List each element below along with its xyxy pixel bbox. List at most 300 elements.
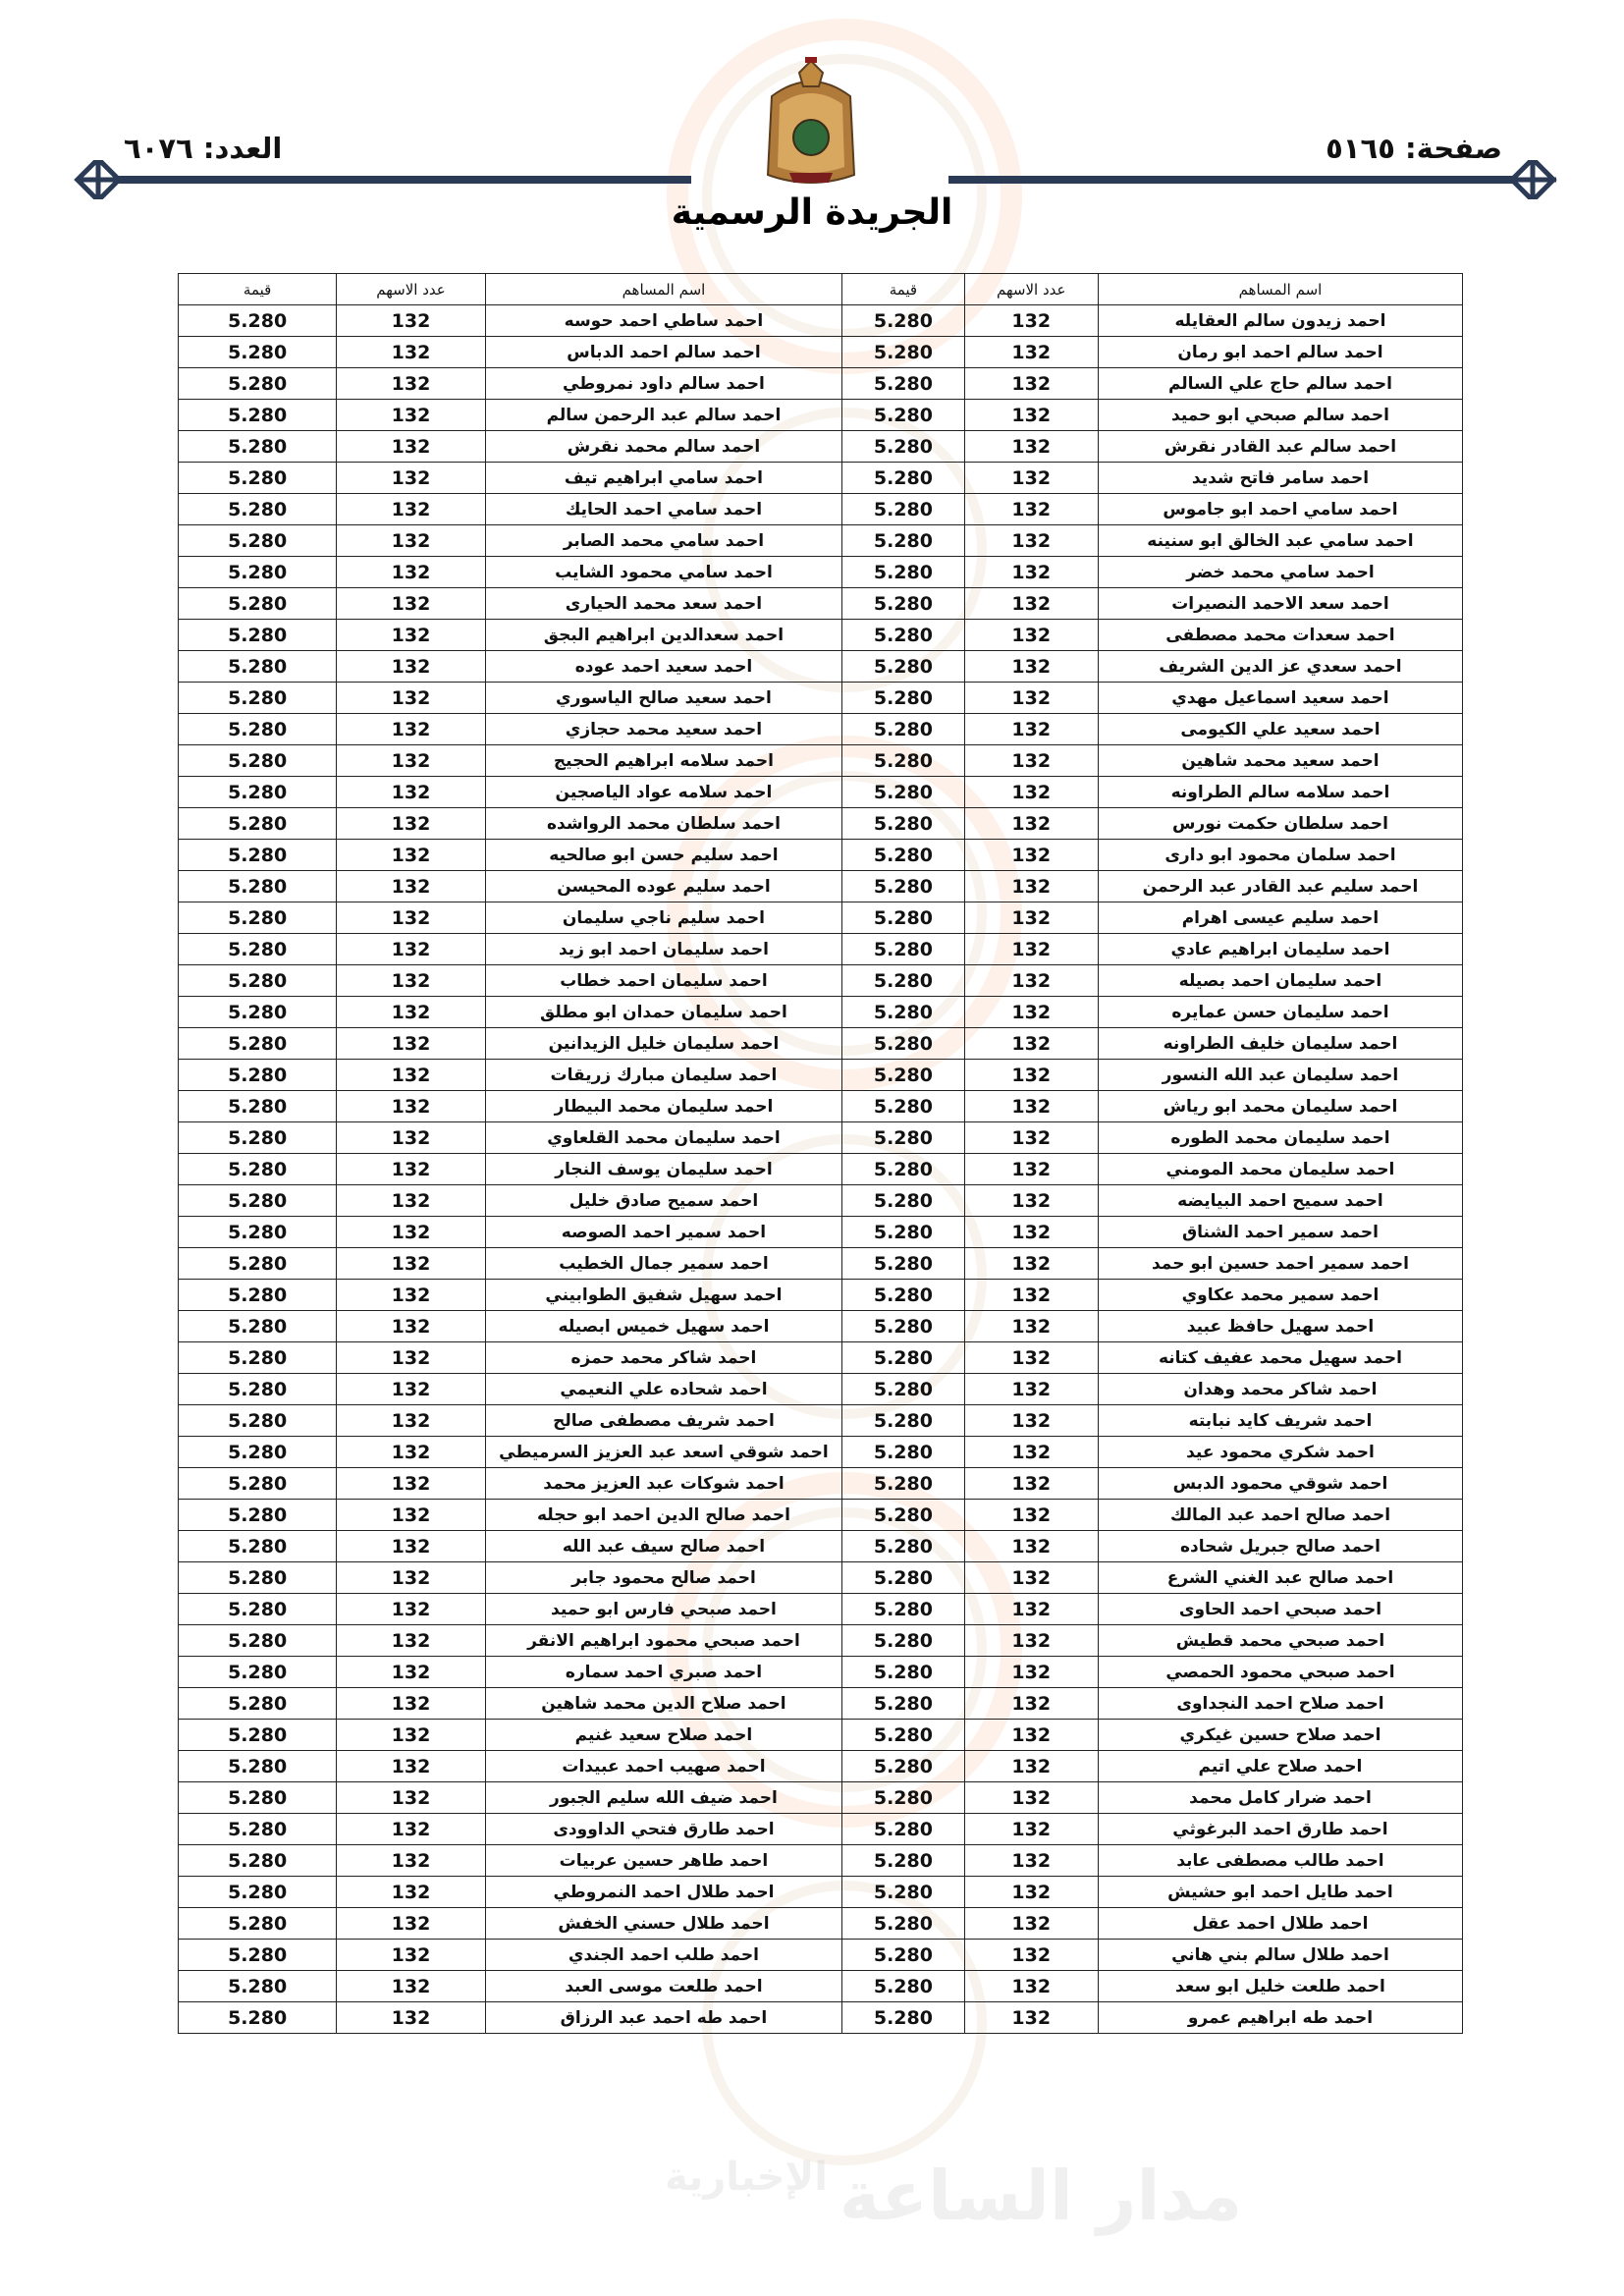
shareholder-name-cell: احمد سالم داود نمروطي bbox=[485, 368, 842, 400]
shares-count-cell: 132 bbox=[964, 714, 1098, 745]
shareholder-name-cell: احمد سمير احمد الصوصه bbox=[485, 1217, 842, 1248]
share-value-cell: 5.280 bbox=[842, 463, 964, 494]
share-value-cell: 5.280 bbox=[842, 683, 964, 714]
shareholder-name-cell: احمد سالم عبد الرحمن سالم bbox=[485, 400, 842, 431]
share-value-cell: 5.280 bbox=[179, 431, 337, 463]
share-value-cell: 5.280 bbox=[179, 1908, 337, 1940]
shares-count-cell: 132 bbox=[964, 1877, 1098, 1908]
share-value-cell: 5.280 bbox=[842, 745, 964, 777]
shareholder-name-cell: احمد صالح الدين احمد ابو حجله bbox=[485, 1500, 842, 1531]
share-value-cell: 5.280 bbox=[179, 1845, 337, 1877]
shareholder-name-cell: احمد سليمان محمد ابو رياش bbox=[1098, 1091, 1462, 1122]
shares-count-cell: 132 bbox=[964, 1814, 1098, 1845]
shareholder-name-cell: احمد صلاح احمد النجداوى bbox=[1098, 1688, 1462, 1720]
share-value-cell: 5.280 bbox=[842, 1217, 964, 1248]
share-value-cell: 5.280 bbox=[842, 714, 964, 745]
shares-count-cell: 132 bbox=[337, 557, 485, 588]
table-row bbox=[179, 777, 1463, 808]
shareholder-name-cell: احمد ضرار كامل محمد bbox=[1098, 1782, 1462, 1814]
share-value-cell: 5.280 bbox=[842, 620, 964, 651]
shareholder-name-cell: احمد صلاح سعيد غنيم bbox=[485, 1720, 842, 1751]
shareholder-name-cell: احمد سليمان محمد القلعاوي bbox=[485, 1122, 842, 1154]
share-value-cell: 5.280 bbox=[842, 1280, 964, 1311]
share-value-cell: 5.280 bbox=[179, 1091, 337, 1122]
shares-count-cell: 132 bbox=[337, 620, 485, 651]
table-row bbox=[179, 745, 1463, 777]
shares-count-cell: 132 bbox=[964, 1060, 1098, 1091]
table-row bbox=[179, 871, 1463, 902]
table-header-row bbox=[179, 274, 1463, 305]
share-value-cell: 5.280 bbox=[842, 1374, 964, 1405]
shares-count-cell: 132 bbox=[337, 1217, 485, 1248]
share-value-cell: 5.280 bbox=[179, 1971, 337, 2002]
share-value-cell: 5.280 bbox=[179, 1751, 337, 1782]
shares-count-cell: 132 bbox=[337, 1437, 485, 1468]
shareholder-name-cell: احمد شوقي اسعد عبد العزيز السرميطي bbox=[485, 1437, 842, 1468]
table-row bbox=[179, 1280, 1463, 1311]
shares-count-cell: 132 bbox=[337, 965, 485, 997]
shares-count-cell: 132 bbox=[337, 1720, 485, 1751]
share-value-cell: 5.280 bbox=[179, 1688, 337, 1720]
share-value-cell: 5.280 bbox=[179, 934, 337, 965]
shareholder-name-cell: احمد سليم عيسى اهرام bbox=[1098, 902, 1462, 934]
share-value-cell: 5.280 bbox=[842, 1908, 964, 1940]
table-row bbox=[179, 305, 1463, 337]
share-value-cell: 5.280 bbox=[842, 368, 964, 400]
shareholder-name-cell: احمد شحاده علي النعيمي bbox=[485, 1374, 842, 1405]
shares-count-cell: 132 bbox=[337, 588, 485, 620]
shareholder-name-cell: احمد سالم صبحي ابو حميد bbox=[1098, 400, 1462, 431]
share-value-cell: 5.280 bbox=[842, 1845, 964, 1877]
table-row bbox=[179, 1374, 1463, 1405]
shareholder-name-cell: احمد سميح صادق خليل bbox=[485, 1185, 842, 1217]
share-value-cell: 5.280 bbox=[842, 1814, 964, 1845]
share-value-cell: 5.280 bbox=[842, 1468, 964, 1500]
share-value-cell: 5.280 bbox=[842, 1688, 964, 1720]
share-value-cell: 5.280 bbox=[842, 1437, 964, 1468]
share-value-cell: 5.280 bbox=[179, 1940, 337, 1971]
share-value-cell: 5.280 bbox=[842, 1971, 964, 2002]
share-value-cell: 5.280 bbox=[179, 1060, 337, 1091]
shareholder-name-cell: احمد صبري احمد سماره bbox=[485, 1657, 842, 1688]
header-name-right: اسم المساهم bbox=[1098, 274, 1462, 305]
share-value-cell: 5.280 bbox=[179, 965, 337, 997]
shareholder-name-cell: احمد سليمان يوسف النجار bbox=[485, 1154, 842, 1185]
shares-count-cell: 132 bbox=[337, 1280, 485, 1311]
shares-count-cell: 132 bbox=[337, 1814, 485, 1845]
share-value-cell: 5.280 bbox=[842, 431, 964, 463]
table-row bbox=[179, 1751, 1463, 1782]
shareholder-name-cell: احمد صبحي محمود الحمصي bbox=[1098, 1657, 1462, 1688]
share-value-cell: 5.280 bbox=[179, 620, 337, 651]
shares-count-cell: 132 bbox=[964, 683, 1098, 714]
shares-count-cell: 132 bbox=[964, 902, 1098, 934]
share-value-cell: 5.280 bbox=[842, 1782, 964, 1814]
shareholder-name-cell: احمد سلامه عواد الياصجين bbox=[485, 777, 842, 808]
shares-count-cell: 132 bbox=[964, 431, 1098, 463]
share-value-cell: 5.280 bbox=[179, 1342, 337, 1374]
shareholder-name-cell: احمد سليمان حسن عمايره bbox=[1098, 997, 1462, 1028]
shares-count-cell: 132 bbox=[964, 997, 1098, 1028]
shareholder-name-cell: احمد سهيل شفيق الطوابيني bbox=[485, 1280, 842, 1311]
shareholder-name-cell: احمد شوقي محمود الدبس bbox=[1098, 1468, 1462, 1500]
share-value-cell: 5.280 bbox=[842, 934, 964, 965]
share-value-cell: 5.280 bbox=[842, 1657, 964, 1688]
shareholder-name-cell: احمد صبحي فارس ابو حميد bbox=[485, 1594, 842, 1625]
shares-count-cell: 132 bbox=[964, 588, 1098, 620]
share-value-cell: 5.280 bbox=[842, 1060, 964, 1091]
shareholders-table bbox=[178, 273, 1463, 2034]
watermark-text: مدار الساعة bbox=[839, 2156, 1243, 2236]
share-value-cell: 5.280 bbox=[842, 1625, 964, 1657]
shareholder-name-cell: احمد زيدون سالم العقايله bbox=[1098, 305, 1462, 337]
shareholder-name-cell: احمد ضيف الله سليم الجبور bbox=[485, 1782, 842, 1814]
share-value-cell: 5.280 bbox=[179, 494, 337, 525]
share-value-cell: 5.280 bbox=[179, 337, 337, 368]
shares-count-cell: 132 bbox=[964, 1720, 1098, 1751]
share-value-cell: 5.280 bbox=[842, 1751, 964, 1782]
shares-count-cell: 132 bbox=[964, 745, 1098, 777]
shares-count-cell: 132 bbox=[964, 1657, 1098, 1688]
share-value-cell: 5.280 bbox=[842, 871, 964, 902]
shareholder-name-cell: احمد سامي عبد الخالق ابو سنينه bbox=[1098, 525, 1462, 557]
shares-count-cell: 132 bbox=[337, 777, 485, 808]
shares-count-cell: 132 bbox=[337, 400, 485, 431]
shareholder-name-cell: احمد سالم عبد القادر نقرش bbox=[1098, 431, 1462, 463]
shareholder-name-cell: احمد صبحي محمد قطيش bbox=[1098, 1625, 1462, 1657]
shareholder-name-cell: احمد سعد محمد الحيارى bbox=[485, 588, 842, 620]
table-row bbox=[179, 1720, 1463, 1751]
shares-count-cell: 132 bbox=[964, 1782, 1098, 1814]
shareholder-name-cell: احمد صبحي محمود ابراهيم الانقر bbox=[485, 1625, 842, 1657]
table-row bbox=[179, 1437, 1463, 1468]
watermark-subtext: الإخبارية bbox=[665, 2155, 828, 2200]
shareholder-name-cell: احمد شاكر محمد حمزه bbox=[485, 1342, 842, 1374]
table-row bbox=[179, 683, 1463, 714]
shareholder-name-cell: احمد صلاح علي اتيم bbox=[1098, 1751, 1462, 1782]
shareholder-name-cell: احمد طلال حسني الخفش bbox=[485, 1908, 842, 1940]
shareholder-name-cell: احمد سمير محمد عكاوي bbox=[1098, 1280, 1462, 1311]
share-value-cell: 5.280 bbox=[842, 651, 964, 683]
shareholder-name-cell: احمد طلال سالم بني هاني bbox=[1098, 1940, 1462, 1971]
shares-count-cell: 132 bbox=[964, 305, 1098, 337]
shares-count-cell: 132 bbox=[964, 871, 1098, 902]
shareholder-name-cell: احمد سامي ابراهيم تيف bbox=[485, 463, 842, 494]
shares-count-cell: 132 bbox=[964, 1185, 1098, 1217]
shareholder-name-cell: احمد صالح احمد عبد المالك bbox=[1098, 1500, 1462, 1531]
share-value-cell: 5.280 bbox=[179, 305, 337, 337]
table-row bbox=[179, 494, 1463, 525]
share-value-cell: 5.280 bbox=[842, 525, 964, 557]
shares-count-cell: 132 bbox=[337, 1877, 485, 1908]
shares-count-cell: 132 bbox=[337, 1845, 485, 1877]
shareholder-name-cell: احمد سليمان احمد ابو زيد bbox=[485, 934, 842, 965]
share-value-cell: 5.280 bbox=[179, 683, 337, 714]
shares-count-cell: 132 bbox=[337, 463, 485, 494]
shareholder-name-cell: احمد طارق احمد البرغوثي bbox=[1098, 1814, 1462, 1845]
shares-count-cell: 132 bbox=[337, 494, 485, 525]
share-value-cell: 5.280 bbox=[179, 808, 337, 840]
share-value-cell: 5.280 bbox=[179, 1814, 337, 1845]
share-value-cell: 5.280 bbox=[842, 1720, 964, 1751]
shares-count-cell: 132 bbox=[964, 494, 1098, 525]
shareholder-name-cell: احمد شاكر محمد وهدان bbox=[1098, 1374, 1462, 1405]
header-shares-right: عدد الاسهم bbox=[964, 274, 1098, 305]
gazette-title: الجريدة الرسمية bbox=[671, 192, 953, 233]
share-value-cell: 5.280 bbox=[842, 1594, 964, 1625]
share-value-cell: 5.280 bbox=[179, 1185, 337, 1217]
shares-count-cell: 132 bbox=[964, 1562, 1098, 1594]
shares-count-cell: 132 bbox=[337, 431, 485, 463]
shares-count-cell: 132 bbox=[337, 1782, 485, 1814]
share-value-cell: 5.280 bbox=[842, 1405, 964, 1437]
shareholder-name-cell: احمد سامي محمود الشايب bbox=[485, 557, 842, 588]
shares-count-cell: 132 bbox=[337, 683, 485, 714]
shareholder-name-cell: احمد ساطي احمد حوسه bbox=[485, 305, 842, 337]
share-value-cell: 5.280 bbox=[842, 2002, 964, 2034]
shares-count-cell: 132 bbox=[337, 1060, 485, 1091]
shareholder-name-cell: احمد شكري محمود عيد bbox=[1098, 1437, 1462, 1468]
header-rule-left bbox=[116, 176, 691, 184]
share-value-cell: 5.280 bbox=[179, 1782, 337, 1814]
shareholder-name-cell: احمد طايل احمد ابو حشيش bbox=[1098, 1877, 1462, 1908]
shares-count-cell: 132 bbox=[337, 1405, 485, 1437]
shareholder-name-cell: احمد سالم احمد ابو رمان bbox=[1098, 337, 1462, 368]
table-row bbox=[179, 1091, 1463, 1122]
shares-count-cell: 132 bbox=[964, 1154, 1098, 1185]
shareholder-name-cell: احمد سليمان مبارك زريقات bbox=[485, 1060, 842, 1091]
shares-count-cell: 132 bbox=[964, 1940, 1098, 1971]
share-value-cell: 5.280 bbox=[842, 1531, 964, 1562]
shareholder-name-cell: احمد سمير احمد حسين ابو حمد bbox=[1098, 1248, 1462, 1280]
shareholder-name-cell: احمد سلامه سالم الطراونه bbox=[1098, 777, 1462, 808]
shareholder-name-cell: احمد سليم عبد القادر عبد الرحمن bbox=[1098, 871, 1462, 902]
share-value-cell: 5.280 bbox=[179, 1594, 337, 1625]
shareholder-name-cell: احمد سهيل حافظ عبيد bbox=[1098, 1311, 1462, 1342]
share-value-cell: 5.280 bbox=[179, 1531, 337, 1562]
shareholder-name-cell: احمد صبحي احمد الحاوى bbox=[1098, 1594, 1462, 1625]
shareholder-name-cell: احمد سعدي عز الدين الشريف bbox=[1098, 651, 1462, 683]
share-value-cell: 5.280 bbox=[179, 997, 337, 1028]
shares-count-cell: 132 bbox=[964, 777, 1098, 808]
share-value-cell: 5.280 bbox=[842, 1091, 964, 1122]
share-value-cell: 5.280 bbox=[842, 1248, 964, 1280]
share-value-cell: 5.280 bbox=[179, 1280, 337, 1311]
shares-count-cell: 132 bbox=[337, 1908, 485, 1940]
shares-count-cell: 132 bbox=[964, 934, 1098, 965]
shares-count-cell: 132 bbox=[337, 745, 485, 777]
shares-count-cell: 132 bbox=[964, 1280, 1098, 1311]
share-value-cell: 5.280 bbox=[842, 997, 964, 1028]
shares-count-cell: 132 bbox=[964, 1908, 1098, 1940]
coat-of-arms-emblem bbox=[760, 57, 862, 191]
shares-count-cell: 132 bbox=[964, 1374, 1098, 1405]
shareholder-name-cell: احمد صالح سيف عبد الله bbox=[485, 1531, 842, 1562]
shareholder-name-cell: احمد سهيل خميس ابصيله bbox=[485, 1311, 842, 1342]
header-rule-right bbox=[948, 176, 1518, 184]
header-shares-left: عدد الاسهم bbox=[337, 274, 485, 305]
shareholder-name-cell: احمد طلعت موسى العبد bbox=[485, 1971, 842, 2002]
shareholder-name-cell: احمد سليم عوده المحيسن bbox=[485, 871, 842, 902]
shares-count-cell: 132 bbox=[964, 1971, 1098, 2002]
shares-count-cell: 132 bbox=[964, 1248, 1098, 1280]
share-value-cell: 5.280 bbox=[842, 1877, 964, 1908]
shareholder-name-cell: احمد صالح جبريل شحاده bbox=[1098, 1531, 1462, 1562]
shares-count-cell: 132 bbox=[337, 902, 485, 934]
shareholder-name-cell: احمد سعيد اسماعيل مهدي bbox=[1098, 683, 1462, 714]
table-row bbox=[179, 1342, 1463, 1374]
header-name-left: اسم المساهم bbox=[485, 274, 842, 305]
share-value-cell: 5.280 bbox=[179, 2002, 337, 2034]
shares-count-cell: 132 bbox=[964, 1594, 1098, 1625]
table-row bbox=[179, 1185, 1463, 1217]
shareholder-name-cell: احمد صالح عبد الغني الشرع bbox=[1098, 1562, 1462, 1594]
table-row bbox=[179, 2002, 1463, 2034]
table-row bbox=[179, 1500, 1463, 1531]
shares-count-cell: 132 bbox=[337, 525, 485, 557]
shares-count-cell: 132 bbox=[964, 620, 1098, 651]
shares-count-cell: 132 bbox=[964, 1405, 1098, 1437]
shares-count-cell: 132 bbox=[337, 2002, 485, 2034]
shares-count-cell: 132 bbox=[337, 1248, 485, 1280]
shares-count-cell: 132 bbox=[964, 1091, 1098, 1122]
shareholder-name-cell: احمد سلطان حكمت نورس bbox=[1098, 808, 1462, 840]
share-value-cell: 5.280 bbox=[842, 1940, 964, 1971]
shareholder-name-cell: احمد طلب احمد الجندي bbox=[485, 1940, 842, 1971]
table-row bbox=[179, 1311, 1463, 1342]
shareholder-name-cell: احمد طلال احمد النمروطي bbox=[485, 1877, 842, 1908]
share-value-cell: 5.280 bbox=[179, 1657, 337, 1688]
table-row bbox=[179, 620, 1463, 651]
share-value-cell: 5.280 bbox=[179, 368, 337, 400]
shares-count-cell: 132 bbox=[964, 557, 1098, 588]
table-row bbox=[179, 1877, 1463, 1908]
shares-count-cell: 132 bbox=[964, 1751, 1098, 1782]
share-value-cell: 5.280 bbox=[842, 337, 964, 368]
table-row bbox=[179, 1468, 1463, 1500]
shareholder-name-cell: احمد سليمان محمد البيطار bbox=[485, 1091, 842, 1122]
shareholder-name-cell: احمد سليمان ابراهيم عادي bbox=[1098, 934, 1462, 965]
table-row bbox=[179, 525, 1463, 557]
shares-count-cell: 132 bbox=[964, 1122, 1098, 1154]
table-row bbox=[179, 965, 1463, 997]
table-body bbox=[179, 305, 1463, 2034]
shares-count-cell: 132 bbox=[337, 997, 485, 1028]
table-row bbox=[179, 902, 1463, 934]
share-value-cell: 5.280 bbox=[179, 1625, 337, 1657]
shareholder-name-cell: احمد سليم ناجي سليمان bbox=[485, 902, 842, 934]
table-row bbox=[179, 1688, 1463, 1720]
issue-number: العدد: ٦٠٧٦ bbox=[124, 132, 283, 165]
shareholder-name-cell: احمد سامي احمد الحايك bbox=[485, 494, 842, 525]
shares-count-cell: 132 bbox=[964, 525, 1098, 557]
shareholder-name-cell: احمد سليمان خليف الطراونه bbox=[1098, 1028, 1462, 1060]
share-value-cell: 5.280 bbox=[179, 525, 337, 557]
shareholder-name-cell: احمد سامي محمد خضر bbox=[1098, 557, 1462, 588]
shareholder-name-cell: احمد صلاح حسين غيكري bbox=[1098, 1720, 1462, 1751]
share-value-cell: 5.280 bbox=[179, 557, 337, 588]
table-row bbox=[179, 1217, 1463, 1248]
shares-count-cell: 132 bbox=[964, 1437, 1098, 1468]
shareholder-name-cell: احمد سعيد صالح الياسوري bbox=[485, 683, 842, 714]
shareholder-name-cell: احمد سعيد احمد عوده bbox=[485, 651, 842, 683]
shares-count-cell: 132 bbox=[337, 1594, 485, 1625]
share-value-cell: 5.280 bbox=[179, 1500, 337, 1531]
shareholder-name-cell: احمد طالب مصطفى عابد bbox=[1098, 1845, 1462, 1877]
shareholder-name-cell: احمد سلطان محمد الرواشده bbox=[485, 808, 842, 840]
share-value-cell: 5.280 bbox=[179, 651, 337, 683]
share-value-cell: 5.280 bbox=[842, 1154, 964, 1185]
shares-count-cell: 132 bbox=[964, 368, 1098, 400]
share-value-cell: 5.280 bbox=[179, 1028, 337, 1060]
shares-count-cell: 132 bbox=[337, 305, 485, 337]
share-value-cell: 5.280 bbox=[842, 494, 964, 525]
table-row bbox=[179, 1908, 1463, 1940]
shareholder-name-cell: احمد سليمان محمد الطوره bbox=[1098, 1122, 1462, 1154]
table-row bbox=[179, 1971, 1463, 2002]
shareholder-name-cell: احمد سلامه ابراهيم الحجيج bbox=[485, 745, 842, 777]
table-row bbox=[179, 431, 1463, 463]
share-value-cell: 5.280 bbox=[179, 1217, 337, 1248]
shareholder-name-cell: احمد صالح محمود جابر bbox=[485, 1562, 842, 1594]
table-row bbox=[179, 1940, 1463, 1971]
share-value-cell: 5.280 bbox=[842, 1342, 964, 1374]
shareholder-name-cell: احمد سعدالدين ابراهيم البجق bbox=[485, 620, 842, 651]
table-row bbox=[179, 1782, 1463, 1814]
share-value-cell: 5.280 bbox=[842, 902, 964, 934]
table-row bbox=[179, 1028, 1463, 1060]
shares-count-cell: 132 bbox=[337, 1468, 485, 1500]
shares-count-cell: 132 bbox=[964, 1845, 1098, 1877]
table-row bbox=[179, 337, 1463, 368]
shares-count-cell: 132 bbox=[964, 651, 1098, 683]
share-value-cell: 5.280 bbox=[179, 463, 337, 494]
shares-count-cell: 132 bbox=[337, 1940, 485, 1971]
shareholder-name-cell: احمد سليمان احمد بصيله bbox=[1098, 965, 1462, 997]
share-value-cell: 5.280 bbox=[179, 1311, 337, 1342]
shareholder-name-cell: احمد سعيد علي الكيومى bbox=[1098, 714, 1462, 745]
share-value-cell: 5.280 bbox=[842, 400, 964, 431]
shares-count-cell: 132 bbox=[337, 1154, 485, 1185]
shareholder-name-cell: احمد سمير احمد الشناق bbox=[1098, 1217, 1462, 1248]
table-row bbox=[179, 934, 1463, 965]
shares-count-cell: 132 bbox=[337, 1531, 485, 1562]
share-value-cell: 5.280 bbox=[179, 1248, 337, 1280]
table-row bbox=[179, 1154, 1463, 1185]
table-row bbox=[179, 1657, 1463, 1688]
share-value-cell: 5.280 bbox=[179, 1562, 337, 1594]
shares-count-cell: 132 bbox=[964, 400, 1098, 431]
shareholder-name-cell: احمد سمير جمال الخطيب bbox=[485, 1248, 842, 1280]
table-row bbox=[179, 997, 1463, 1028]
shares-count-cell: 132 bbox=[964, 1468, 1098, 1500]
share-value-cell: 5.280 bbox=[842, 1311, 964, 1342]
share-value-cell: 5.280 bbox=[179, 1468, 337, 1500]
shareholder-name-cell: احمد سعد الاحمد النصيرات bbox=[1098, 588, 1462, 620]
shares-count-cell: 132 bbox=[964, 1625, 1098, 1657]
table-row bbox=[179, 651, 1463, 683]
shares-count-cell: 132 bbox=[337, 714, 485, 745]
table-row bbox=[179, 400, 1463, 431]
shares-count-cell: 132 bbox=[337, 1374, 485, 1405]
shares-count-cell: 132 bbox=[337, 871, 485, 902]
shares-count-cell: 132 bbox=[337, 1091, 485, 1122]
table-row bbox=[179, 808, 1463, 840]
share-value-cell: 5.280 bbox=[179, 1437, 337, 1468]
table-row bbox=[179, 1625, 1463, 1657]
shareholder-name-cell: احمد سميح احمد البيايضه bbox=[1098, 1185, 1462, 1217]
shareholder-name-cell: احمد طه ابراهيم عمرو bbox=[1098, 2002, 1462, 2034]
